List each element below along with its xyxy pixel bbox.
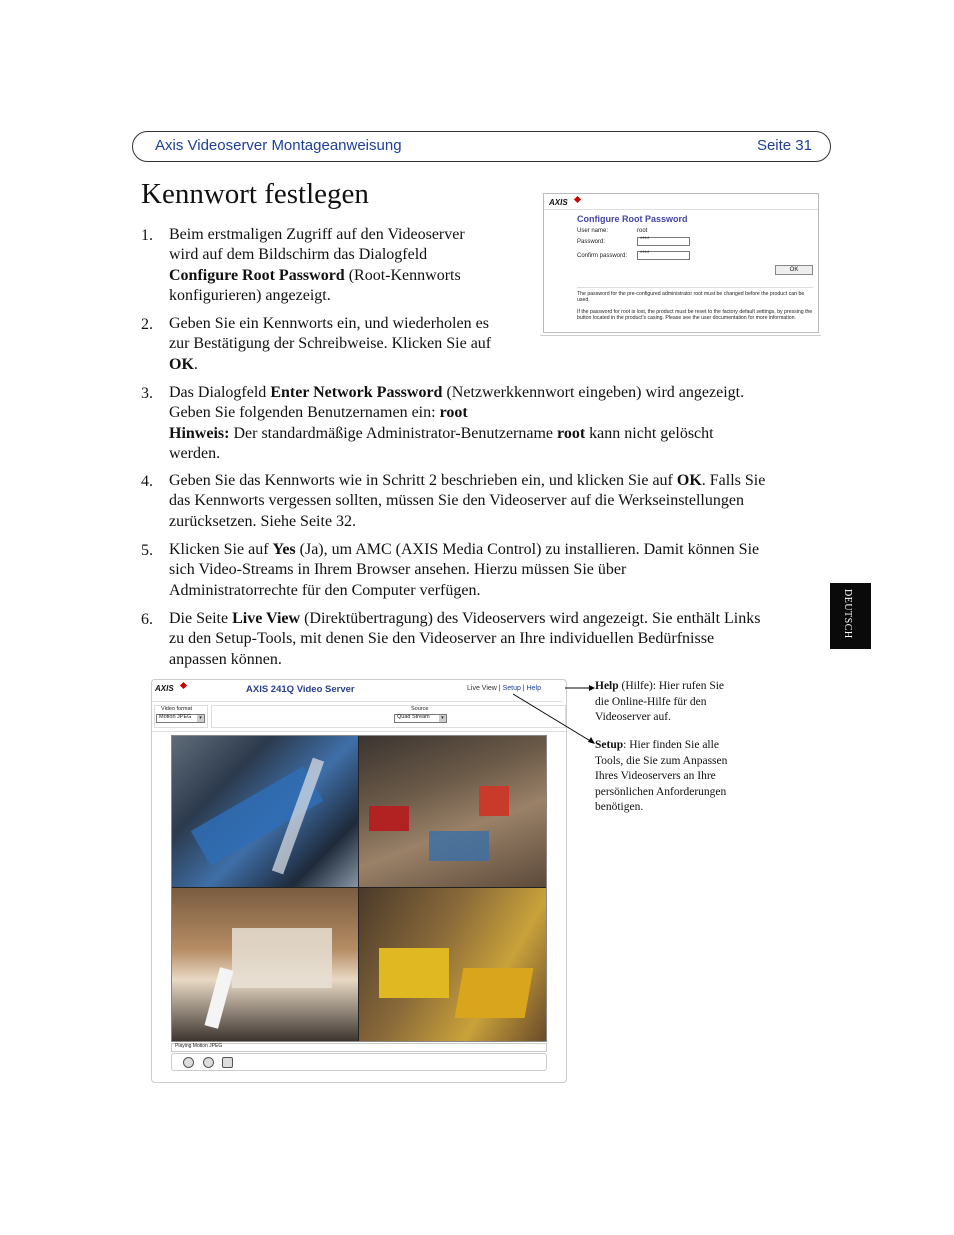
step-text: (Ja), um AMC (AXIS Media Control) zu installieren. Damit können Sie	[295, 541, 760, 558]
help-annotation	[595, 679, 755, 726]
annotation-text: : Hier finden Sie alle	[623, 739, 719, 751]
step-number: 5.	[141, 542, 153, 559]
step-text: Die Seite	[169, 610, 233, 627]
step-number: 6.	[141, 611, 153, 628]
step-number: 1.	[141, 227, 153, 244]
video-format-select[interactable]	[156, 714, 205, 723]
logo-triangle-icon	[180, 682, 187, 689]
step-text: anpassen können.	[169, 650, 282, 668]
ok-button[interactable]	[775, 265, 813, 275]
step-text: Administratorrechte für den Computer verfügen.	[169, 581, 481, 599]
confirm-password-value: ****	[640, 251, 650, 257]
play-button-icon[interactable]	[203, 1057, 214, 1068]
camera-view-1	[172, 736, 358, 887]
step-text: Klicken Sie auf	[169, 541, 273, 558]
annotation-text: die Online-Hilfe für den	[595, 695, 707, 708]
step-text: wird auf dem Bildschirm das Dialogfeld	[169, 246, 428, 264]
annotation-bold: Help	[595, 680, 619, 692]
setup-arrow-head-icon	[588, 737, 595, 744]
annotation-bold: Setup	[595, 739, 624, 751]
step-5	[169, 540, 829, 601]
step-text: werden.	[169, 444, 221, 462]
step-text: Der standardmäßige Administrator-Benutzername	[229, 424, 558, 442]
page-number: Seite 31	[756, 137, 812, 154]
language-tab	[830, 583, 871, 649]
nav-help-link[interactable]: Help	[526, 685, 541, 692]
axis-logo: AXIS	[549, 198, 568, 207]
dialog-note-2: If the password for root is lost, the product must be reset to the factory default settings, by pressing the button located in the product's casing. Please see the user documentation for more information.	[577, 309, 813, 321]
step-1	[169, 225, 529, 306]
annotation-arrows	[502, 680, 600, 750]
step-bold: Enter Network Password	[270, 384, 443, 401]
camera-view-4	[359, 888, 546, 1041]
axis-logo: AXIS	[155, 684, 174, 693]
step-text: Geben Sie das Kennworts wie in Schritt 2 beschrieben ein, und klicken Sie auf	[169, 472, 677, 489]
step-text: Geben Sie ein Kennworts ein, und wiederholen es	[169, 315, 489, 332]
source-label: Source	[411, 706, 429, 712]
confirm-password-field[interactable]	[637, 251, 690, 260]
step-bold: Live View	[232, 610, 301, 627]
step-text: kann nicht gelöscht	[585, 424, 714, 442]
source-value: Quad Stream	[397, 714, 430, 720]
player-controls	[171, 1053, 547, 1071]
video-stream-quad[interactable]	[171, 735, 547, 1042]
step-2	[169, 314, 539, 375]
step-text: Beim erstmaligen Zugriff auf den Videoserver	[169, 226, 465, 243]
user-name-label: User name:	[577, 228, 609, 234]
nav-live-view-link[interactable]: Live View	[467, 685, 497, 692]
snapshot-button-icon[interactable]	[222, 1057, 233, 1068]
screenshot-underline	[540, 335, 821, 336]
setup-arrow-line	[513, 694, 592, 742]
root-password-dialog-screenshot	[543, 193, 819, 333]
nav-separator: |	[520, 685, 527, 692]
step-4	[169, 471, 829, 532]
step-text: Geben Sie folgenden Benutzernamen ein:	[169, 404, 440, 422]
password-value: ****	[640, 237, 650, 243]
step-text: sich Video-Streams in Ihrem Browser ansehen. Hierzu müssen Sie über	[169, 561, 627, 579]
step-number: 4.	[141, 473, 153, 490]
setup-annotation	[595, 738, 755, 816]
status-bar	[171, 1043, 547, 1052]
status-text: Playing Motion JPEG	[175, 1043, 223, 1049]
dialog-divider	[577, 287, 813, 288]
camera-view-3	[172, 888, 358, 1041]
stop-button-icon[interactable]	[183, 1057, 194, 1068]
page-title: Kennwort festlegen	[141, 178, 369, 210]
dialog-note-1: The password for the pre-configured administrator root must be changed before the product can be used.	[577, 291, 805, 303]
video-format-label: Video format	[161, 706, 193, 712]
logo-triangle-icon	[574, 196, 581, 203]
step-bold: OK	[169, 355, 194, 373]
annotation-text: Ihres Videoservers an Ihre	[595, 770, 716, 782]
step-bold: Yes	[272, 541, 296, 558]
step-text: .	[193, 355, 198, 373]
step-number: 2.	[141, 316, 153, 333]
step-text: (Netzwerkkennwort eingeben) wird angezeigt.	[442, 384, 745, 401]
annotation-text: Tools, die Sie zum Anpassen	[595, 754, 728, 767]
step-text: (Direktübertragung) des Videoservers wird angezeigt. Sie enthält Links	[300, 610, 761, 627]
dialog-heading: Configure Root Password	[577, 214, 688, 224]
nav-setup-link[interactable]: Setup	[502, 685, 521, 692]
step-bold: Configure Root Password	[169, 266, 345, 284]
language-tab-label: DEUTSCH	[842, 589, 853, 639]
confirm-password-label: Confirm password:	[577, 253, 628, 259]
hint-label: Hinweis:	[169, 424, 230, 442]
password-field[interactable]	[637, 237, 690, 246]
step-bold: root	[557, 424, 586, 442]
live-view-topbar	[152, 680, 562, 702]
content-divider	[152, 731, 566, 732]
step-text: (Root-Kennworts	[344, 266, 461, 284]
annotation-text: persönlichen Anforderungen	[595, 785, 727, 798]
nav-separator: |	[496, 685, 503, 692]
step-text: Das Dialogfeld	[169, 384, 271, 401]
password-label: Password:	[577, 239, 606, 245]
annotation-text: Videoserver auf.	[595, 711, 671, 723]
step-text: das Kennworts vergessen sollten, müssen Sie den Videoserver auf die Werkseinstellungen	[169, 492, 744, 510]
chevron-down-icon: ▾	[439, 715, 446, 722]
source-select[interactable]	[394, 714, 447, 723]
step-6	[169, 609, 829, 670]
user-name-value: root	[637, 228, 648, 234]
step-number: 3.	[141, 385, 153, 402]
step-text: . Falls Sie	[701, 472, 766, 489]
video-format-value: Motion JPEG	[159, 714, 192, 720]
step-bold: root	[439, 404, 468, 422]
header-title: Axis Videoserver Montageanweisung	[155, 137, 402, 154]
ok-button-label: OK	[789, 267, 799, 273]
step-text: zu den Setup-Tools, mit denen Sie den Videoserver an Ihre individuellen Bedürfnisse	[169, 630, 715, 648]
video-format-panel	[154, 705, 208, 728]
dialog-divider	[544, 209, 818, 210]
running-header	[132, 131, 831, 162]
step-text: zurücksetzen. Siehe Seite 32.	[169, 512, 357, 530]
step-bold: OK	[676, 472, 702, 489]
chevron-down-icon: ▾	[197, 715, 204, 722]
camera-view-2	[359, 736, 546, 887]
live-view-title: AXIS 241Q Video Server	[246, 684, 355, 695]
step-text: konfigurieren) angezeigt.	[169, 286, 331, 304]
annotation-text: (Hilfe): Hier rufen Sie	[618, 680, 725, 692]
annotation-text: benötigen.	[595, 801, 644, 813]
step-3	[169, 383, 829, 464]
step-text: zur Bestätigung der Schreibweise. Klicken Sie auf	[169, 335, 492, 353]
